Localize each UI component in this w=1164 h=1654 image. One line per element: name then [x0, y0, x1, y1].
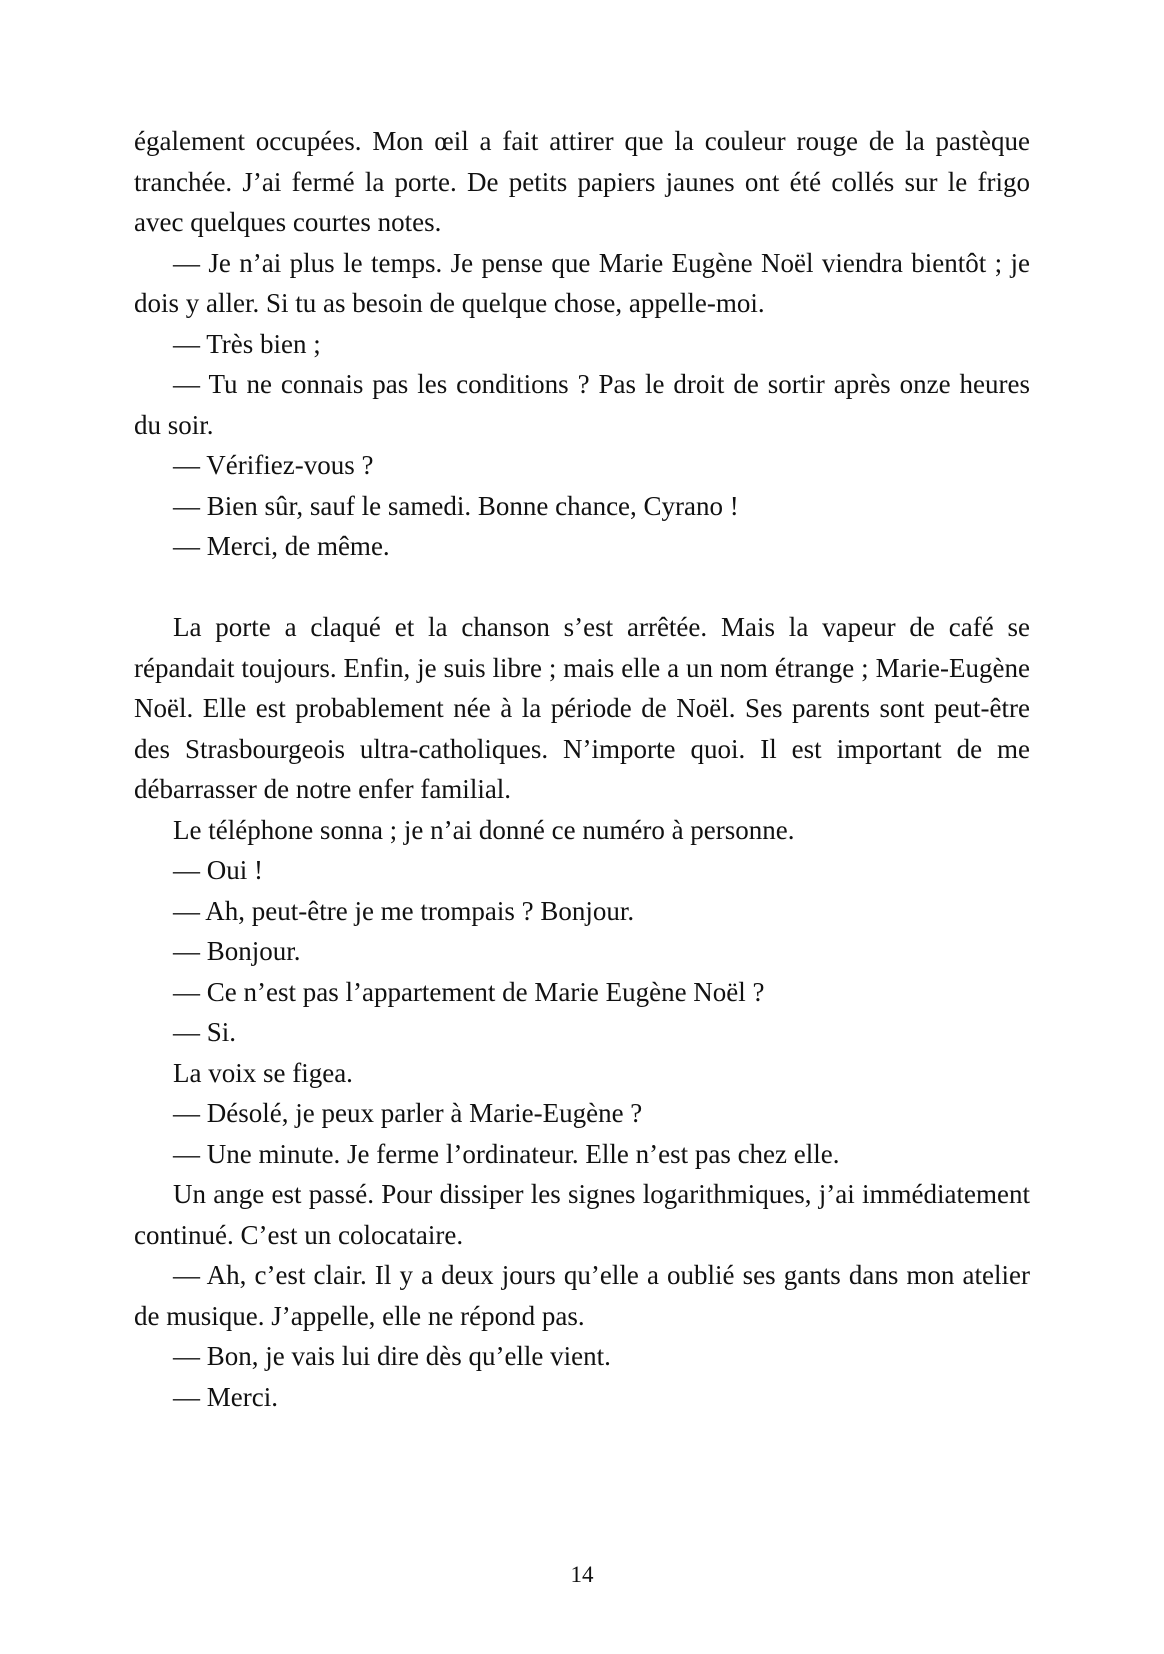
paragraph: La porte a claqué et la chanson s’est arrêtée. Mais la vapeur de café se répandait toujours. Enfin, je suis libre ; mais elle a un nom étrange ; Marie-Eugène Noël. Elle est probablement née à la période de Noël. Ses parents sont peut-être des Strasbourgeois ultra-catholiques. N’importe quoi. Il est important de me débarrasser de notre enfer familial. — [134, 612, 1030, 804]
body-text — [134, 121, 1030, 1417]
dialogue-line: — Désolé, je peux parler à Marie-Eugène ? — [173, 1098, 643, 1128]
dialogue-line: — Si. — [173, 1017, 237, 1047]
dialogue-line: — Une minute. Je ferme l’ordinateur. Elle n’est pas chez elle. — [173, 1138, 840, 1169]
dialogue-line: — Vérifiez-vous ? — [173, 450, 374, 480]
dialogue-line: — Très bien ; — [173, 328, 321, 359]
paragraph: La voix se figea. — [173, 1057, 353, 1088]
dialogue-line: — Ce n’est pas l’appartement de Marie Eugène Noël ? — [173, 976, 765, 1007]
dialogue-line: — Bien sûr, sauf le samedi. Bonne chance, Cyrano ! — [173, 490, 739, 521]
paragraph: Un ange est passé. Pour dissiper les signes logarithmiques, j’ai immédiatement continué. C’est un colocataire. — [134, 1179, 1030, 1250]
dialogue-line: — Oui ! — [173, 855, 263, 885]
dialogue-line: — Merci. — [173, 1381, 278, 1412]
dialogue-line: — Bon, je vais lui dire dès qu’elle vient. — [173, 1341, 611, 1371]
dialogue-line: — Merci, de même. — [173, 531, 390, 561]
dialogue-line: — Je n’ai plus le temps. Je pense que Marie Eugène Noël viendra bientôt ; je dois y aller. Si tu as besoin de quelque chose, appelle-moi. — [134, 247, 1030, 318]
dialogue-line: — Bonjour. — [173, 936, 301, 966]
dialogue-line: — Ah, peut-être je me trompais ? Bonjour. — [173, 895, 635, 926]
dialogue-line: — Ah, c’est clair. Il y a deux jours qu’elle a oublié ses gants dans mon atelier de musique. J’appelle, elle ne répond pas. — [134, 1260, 1030, 1331]
section-break — [134, 567, 1030, 608]
paragraph: Le téléphone sonna ; je n’ai donné ce numéro à personne. — [173, 814, 795, 845]
page-number: 14 — [570, 1562, 594, 1587]
dialogue-line: — Tu ne connais pas les conditions ? Pas le droit de sortir après onze heures du soir. — [134, 369, 1030, 440]
paragraph: également occupées. Mon œil a fait attirer que la couleur rouge de la pastèque tranchée. J’ai fermé la porte. De petits papiers jaunes ont été collés sur le frigo avec quelques courtes notes. — [134, 126, 1030, 237]
